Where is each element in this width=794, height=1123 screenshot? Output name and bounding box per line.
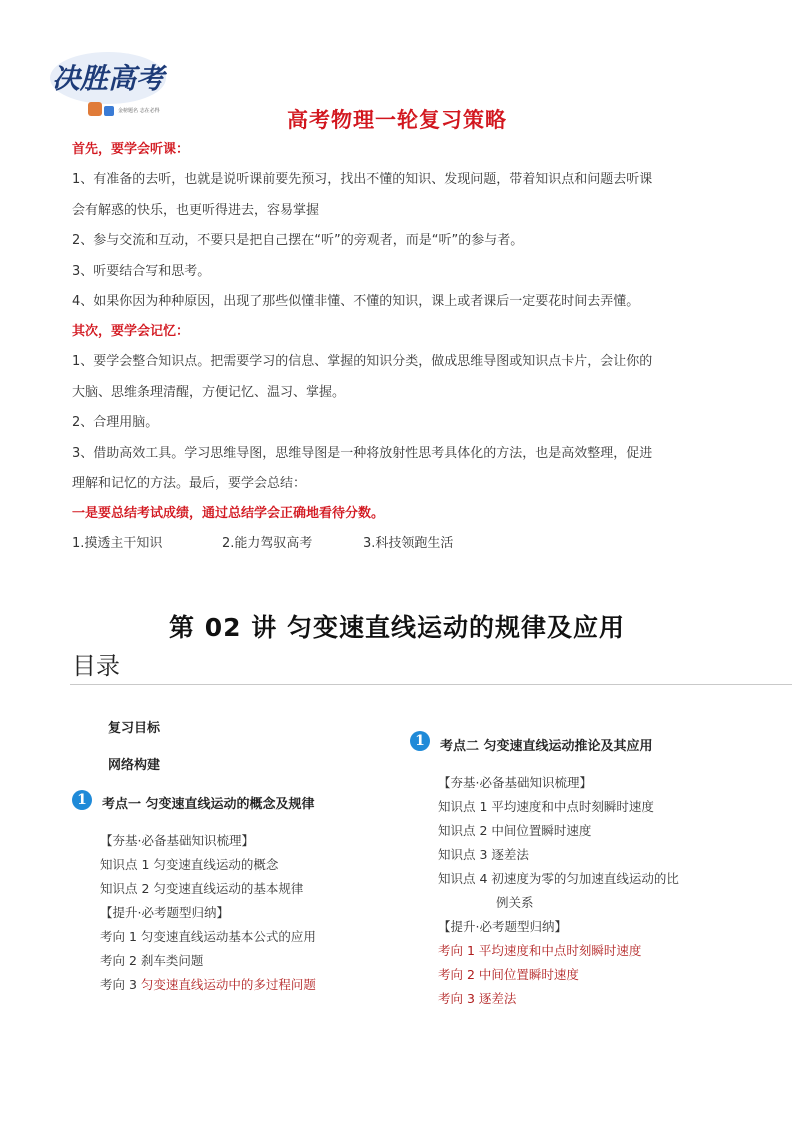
first-item: 会有解惑的快乐，也更听得进去，容易掌握: [72, 203, 320, 218]
bottom-item: 2.能力驾驭高考: [222, 536, 313, 551]
toc-title: 目录: [72, 652, 120, 680]
toc-item-link[interactable]: 考向 1 匀变速直线运动基本公式的应用: [100, 929, 316, 944]
second-item: 1、要学会整合知识点。把需要学习的信息、掌握的知识分类，做成思维导图或知识点卡片，会让你的: [72, 354, 653, 369]
toc-item-prefix: 考向 3: [100, 977, 141, 992]
first-heading: 首先，要学会听课：: [72, 142, 190, 157]
toc-item-link[interactable]: [100, 975, 316, 993]
toc-item-link[interactable]: 考向 2 刹车类问题: [100, 953, 204, 968]
toc-item-continuation[interactable]: 例关系: [496, 895, 534, 910]
second-item: 3、借助高效工具。学习思维导图，思维导图是一种将放射性思考具体化的方法，也是高效整理，促进: [72, 446, 653, 461]
logo-text: 决胜高考: [52, 62, 165, 95]
logo-subtext: 金榜题名 志在必得: [118, 108, 160, 114]
toc-item-link[interactable]: 考向 2 中间位置瞬时速度: [438, 967, 579, 982]
toc-group-heading: 【提升·必考题型归纳】: [100, 905, 229, 920]
page-title: 高考物理一轮复习策略: [287, 108, 507, 132]
summary-red: 一是要总结考试成绩，通过总结学会正确地看待分数。: [72, 506, 385, 521]
number-one-icon: 1: [410, 731, 430, 751]
toc-item-link[interactable]: 知识点 4 初速度为零的匀加速直线运动的比: [438, 871, 679, 886]
second-item: 2、合理用脑。: [72, 415, 159, 430]
toc-item-red-text: 匀变速直线运动中的多过程问题: [140, 977, 316, 992]
toc-item-link[interactable]: 知识点 1 平均速度和中点时刻瞬时速度: [438, 799, 654, 814]
first-item: 3、听要结合写和思考。: [72, 264, 211, 279]
toc-item-link[interactable]: 考向 1 平均速度和中点时刻瞬时速度: [438, 943, 642, 958]
toc-item-link[interactable]: 知识点 2 中间位置瞬时速度: [438, 823, 592, 838]
section-title: 第 02 讲 匀变速直线运动的规律及应用: [169, 613, 625, 642]
toc-group-heading: 【提升·必考题型归纳】: [438, 919, 567, 934]
number-one-icon: 1: [72, 790, 92, 810]
toc-divider: [70, 684, 792, 685]
toc-item-link[interactable]: 知识点 2 匀变速直线运动的基本规律: [100, 881, 304, 896]
toc-group-heading: 【夯基·必备基础知识梳理】: [438, 775, 592, 790]
second-item: 大脑、思维条理清醒，方便记忆、温习、掌握。: [72, 385, 346, 400]
second-item: 理解和记忆的方法。最后，要学会总结：: [72, 476, 307, 491]
bottom-item: 3.科技领跑生活: [363, 536, 454, 551]
toc-item-link[interactable]: 知识点 3 逐差法: [438, 847, 529, 862]
toc-review-link[interactable]: 复习目标: [108, 721, 161, 736]
first-item: 2、参与交流和互动，不要只是把自己摆在“听”的旁观者，而是“听”的参与者。: [72, 233, 524, 248]
toc-network-link[interactable]: 网络构建: [108, 758, 161, 773]
toc-item-link[interactable]: 知识点 1 匀变速直线运动的概念: [100, 857, 279, 872]
bottom-item: 1.摸透主干知识: [72, 536, 163, 551]
first-item: 4、如果你因为种种原因，出现了那些似懂非懂、不懂的知识，课上或者课后一定要花时间去弄懂。: [72, 294, 640, 309]
toc-kp1-link[interactable]: 考点一 匀变速直线运动的概念及规律: [102, 797, 315, 812]
toc-kp2-link[interactable]: 考点二 匀变速直线运动推论及其应用: [440, 739, 653, 754]
second-heading: 其次，要学会记忆：: [72, 324, 190, 339]
toc-item-link[interactable]: 考向 3 逐差法: [438, 991, 517, 1006]
first-item: 1、有准备的去听，也就是说听课前要先预习，找出不懂的知识、发现问题，带着知识点和问题去听课: [72, 172, 653, 187]
toc-group-heading: 【夯基·必备基础知识梳理】: [100, 833, 254, 848]
